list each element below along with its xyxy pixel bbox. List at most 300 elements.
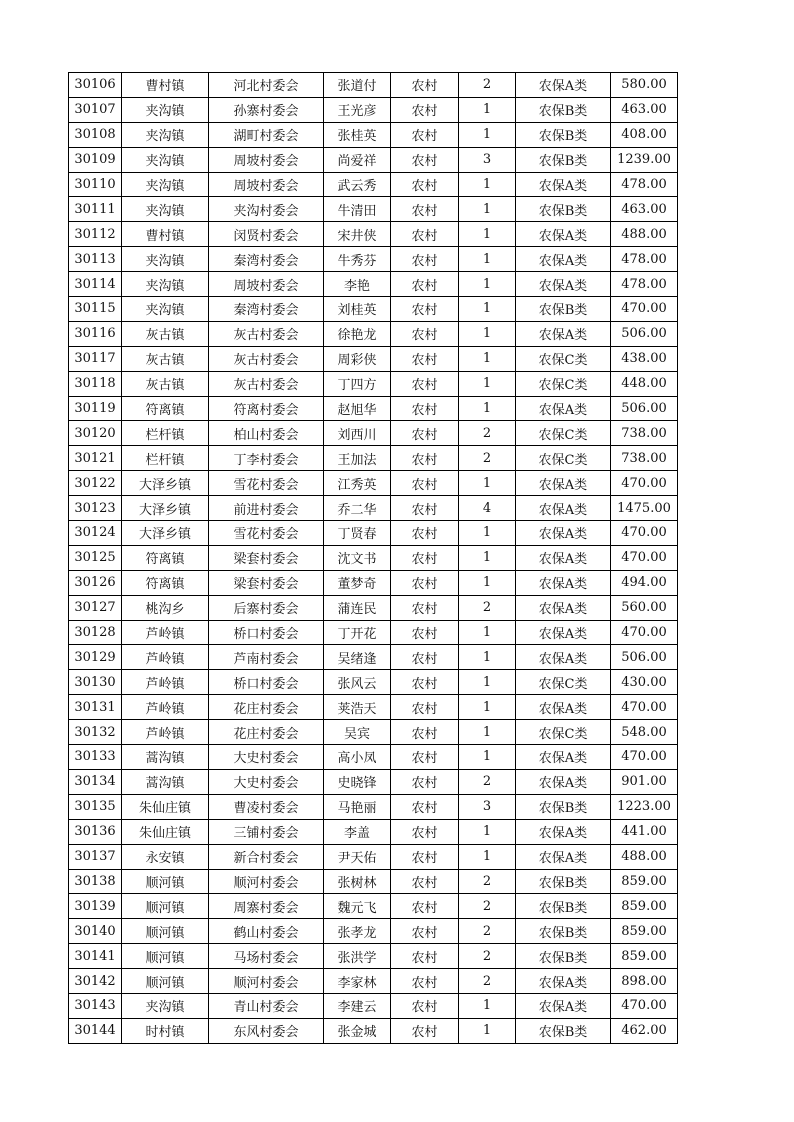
record-id-cell: 30123 [69, 496, 122, 521]
member-count-cell: 1 [459, 570, 516, 595]
village-committee-cell: 周坡村委会 [209, 272, 324, 297]
insurance-category-cell: 农保A类 [516, 247, 611, 272]
village-committee-cell: 湖町村委会 [209, 122, 324, 147]
town-cell: 蒿沟镇 [122, 745, 209, 770]
person-name-cell: 丁贤春 [324, 521, 391, 546]
household-type-cell: 农村 [391, 545, 459, 570]
town-cell: 灰古镇 [122, 371, 209, 396]
village-committee-cell: 桥口村委会 [209, 620, 324, 645]
village-committee-cell: 符离村委会 [209, 396, 324, 421]
table-row [69, 396, 678, 421]
person-name-cell: 江秀英 [324, 471, 391, 496]
insurance-category-cell: 农保A类 [516, 695, 611, 720]
record-id-cell: 30141 [69, 944, 122, 969]
record-id-cell: 30144 [69, 1018, 122, 1043]
village-committee-cell: 顺河村委会 [209, 869, 324, 894]
table-row [69, 993, 678, 1018]
person-name-cell: 乔二华 [324, 496, 391, 521]
person-name-cell: 吴宾 [324, 720, 391, 745]
person-name-cell: 牛秀芬 [324, 247, 391, 272]
member-count-cell: 3 [459, 794, 516, 819]
table-row [69, 73, 678, 98]
table-row [69, 222, 678, 247]
household-type-cell: 农村 [391, 396, 459, 421]
household-type-cell: 农村 [391, 794, 459, 819]
household-type-cell: 农村 [391, 446, 459, 471]
village-committee-cell: 三铺村委会 [209, 819, 324, 844]
amount-cell: 580.00 [611, 73, 678, 98]
insurance-category-cell: 农保A类 [516, 844, 611, 869]
amount-cell: 470.00 [611, 545, 678, 570]
village-committee-cell: 秦湾村委会 [209, 247, 324, 272]
member-count-cell: 1 [459, 97, 516, 122]
member-count-cell: 1 [459, 695, 516, 720]
insurance-category-cell: 农保B类 [516, 97, 611, 122]
person-name-cell: 宋井侠 [324, 222, 391, 247]
table-row [69, 844, 678, 869]
member-count-cell: 1 [459, 521, 516, 546]
record-id-cell: 30128 [69, 620, 122, 645]
table-row [69, 521, 678, 546]
village-committee-cell: 桥口村委会 [209, 670, 324, 695]
person-name-cell: 周彩侠 [324, 346, 391, 371]
amount-cell: 438.00 [611, 346, 678, 371]
town-cell: 朱仙庄镇 [122, 819, 209, 844]
record-id-cell: 30143 [69, 993, 122, 1018]
insurance-category-cell: 农保B类 [516, 894, 611, 919]
person-name-cell: 吴绪逢 [324, 645, 391, 670]
person-name-cell: 刘桂英 [324, 297, 391, 322]
amount-cell: 506.00 [611, 396, 678, 421]
insurance-category-cell: 农保A类 [516, 620, 611, 645]
insurance-category-cell: 农保A类 [516, 645, 611, 670]
household-type-cell: 农村 [391, 720, 459, 745]
village-committee-cell: 花庄村委会 [209, 695, 324, 720]
household-type-cell: 农村 [391, 371, 459, 396]
village-committee-cell: 梁套村委会 [209, 545, 324, 570]
member-count-cell: 1 [459, 222, 516, 247]
amount-cell: 738.00 [611, 446, 678, 471]
amount-cell: 478.00 [611, 247, 678, 272]
household-type-cell: 农村 [391, 869, 459, 894]
member-count-cell: 1 [459, 745, 516, 770]
member-count-cell: 1 [459, 247, 516, 272]
person-name-cell: 沈文书 [324, 545, 391, 570]
town-cell: 芦岭镇 [122, 620, 209, 645]
household-type-cell: 农村 [391, 620, 459, 645]
town-cell: 符离镇 [122, 396, 209, 421]
person-name-cell: 尚爱祥 [324, 147, 391, 172]
village-committee-cell: 东风村委会 [209, 1018, 324, 1043]
record-id-cell: 30138 [69, 869, 122, 894]
insurance-category-cell: 农保C类 [516, 371, 611, 396]
member-count-cell: 1 [459, 371, 516, 396]
person-name-cell: 蒲连民 [324, 595, 391, 620]
village-committee-cell: 闵贤村委会 [209, 222, 324, 247]
insurance-category-cell: 农保A类 [516, 172, 611, 197]
town-cell: 夹沟镇 [122, 247, 209, 272]
household-type-cell: 农村 [391, 272, 459, 297]
member-count-cell: 1 [459, 346, 516, 371]
member-count-cell: 1 [459, 545, 516, 570]
table-row [69, 720, 678, 745]
insurance-category-cell: 农保C类 [516, 446, 611, 471]
person-name-cell: 张洪学 [324, 944, 391, 969]
insurance-category-cell: 农保A类 [516, 969, 611, 994]
table-row [69, 695, 678, 720]
village-committee-cell: 周寨村委会 [209, 894, 324, 919]
amount-cell: 859.00 [611, 944, 678, 969]
town-cell: 大泽乡镇 [122, 521, 209, 546]
town-cell: 夹沟镇 [122, 97, 209, 122]
record-id-cell: 30122 [69, 471, 122, 496]
table-row [69, 421, 678, 446]
town-cell: 芦岭镇 [122, 720, 209, 745]
town-cell: 栏杆镇 [122, 446, 209, 471]
record-id-cell: 30111 [69, 197, 122, 222]
table-row [69, 172, 678, 197]
record-id-cell: 30132 [69, 720, 122, 745]
town-cell: 芦岭镇 [122, 645, 209, 670]
table-row [69, 371, 678, 396]
member-count-cell: 4 [459, 496, 516, 521]
person-name-cell: 董梦奇 [324, 570, 391, 595]
record-id-cell: 30118 [69, 371, 122, 396]
table-row [69, 471, 678, 496]
person-name-cell: 武云秀 [324, 172, 391, 197]
town-cell: 顺河镇 [122, 869, 209, 894]
household-type-cell: 农村 [391, 969, 459, 994]
member-count-cell: 1 [459, 321, 516, 346]
member-count-cell: 1 [459, 297, 516, 322]
village-committee-cell: 周坡村委会 [209, 172, 324, 197]
record-id-cell: 30110 [69, 172, 122, 197]
household-type-cell: 农村 [391, 570, 459, 595]
table-row [69, 745, 678, 770]
household-type-cell: 农村 [391, 919, 459, 944]
village-committee-cell: 河北村委会 [209, 73, 324, 98]
village-committee-cell: 新合村委会 [209, 844, 324, 869]
amount-cell: 441.00 [611, 819, 678, 844]
record-id-cell: 30119 [69, 396, 122, 421]
insurance-category-cell: 农保B类 [516, 794, 611, 819]
records-table [68, 72, 678, 1044]
village-committee-cell: 曹凌村委会 [209, 794, 324, 819]
table-row [69, 97, 678, 122]
household-type-cell: 农村 [391, 745, 459, 770]
household-type-cell: 农村 [391, 147, 459, 172]
person-name-cell: 尹天佑 [324, 844, 391, 869]
household-type-cell: 农村 [391, 247, 459, 272]
village-committee-cell: 青山村委会 [209, 993, 324, 1018]
record-id-cell: 30112 [69, 222, 122, 247]
record-id-cell: 30120 [69, 421, 122, 446]
insurance-category-cell: 农保B类 [516, 147, 611, 172]
household-type-cell: 农村 [391, 1018, 459, 1043]
town-cell: 顺河镇 [122, 944, 209, 969]
table-row [69, 595, 678, 620]
household-type-cell: 农村 [391, 172, 459, 197]
town-cell: 永安镇 [122, 844, 209, 869]
village-committee-cell: 雪花村委会 [209, 471, 324, 496]
record-id-cell: 30134 [69, 769, 122, 794]
record-id-cell: 30127 [69, 595, 122, 620]
amount-cell: 478.00 [611, 272, 678, 297]
member-count-cell: 1 [459, 670, 516, 695]
amount-cell: 462.00 [611, 1018, 678, 1043]
insurance-category-cell: 农保A类 [516, 769, 611, 794]
town-cell: 芦岭镇 [122, 695, 209, 720]
person-name-cell: 刘西川 [324, 421, 391, 446]
amount-cell: 859.00 [611, 919, 678, 944]
village-committee-cell: 顺河村委会 [209, 969, 324, 994]
household-type-cell: 农村 [391, 97, 459, 122]
table-row [69, 297, 678, 322]
table-row [69, 346, 678, 371]
record-id-cell: 30139 [69, 894, 122, 919]
insurance-category-cell: 农保A类 [516, 272, 611, 297]
person-name-cell: 李建云 [324, 993, 391, 1018]
table-row [69, 769, 678, 794]
town-cell: 蒿沟镇 [122, 769, 209, 794]
table-row [69, 620, 678, 645]
amount-cell: 1475.00 [611, 496, 678, 521]
amount-cell: 1223.00 [611, 794, 678, 819]
table-row [69, 944, 678, 969]
member-count-cell: 1 [459, 645, 516, 670]
village-committee-cell: 秦湾村委会 [209, 297, 324, 322]
table-body [69, 73, 678, 1044]
table-row [69, 496, 678, 521]
town-cell: 夹沟镇 [122, 272, 209, 297]
person-name-cell: 李艳 [324, 272, 391, 297]
table-row [69, 570, 678, 595]
member-count-cell: 1 [459, 272, 516, 297]
record-id-cell: 30115 [69, 297, 122, 322]
amount-cell: 430.00 [611, 670, 678, 695]
record-id-cell: 30108 [69, 122, 122, 147]
member-count-cell: 2 [459, 969, 516, 994]
table-row [69, 670, 678, 695]
member-count-cell: 1 [459, 844, 516, 869]
household-type-cell: 农村 [391, 521, 459, 546]
table-row [69, 545, 678, 570]
member-count-cell: 2 [459, 73, 516, 98]
amount-cell: 898.00 [611, 969, 678, 994]
person-name-cell: 张树林 [324, 869, 391, 894]
amount-cell: 470.00 [611, 620, 678, 645]
person-name-cell: 荚浩天 [324, 695, 391, 720]
town-cell: 芦岭镇 [122, 670, 209, 695]
record-id-cell: 30131 [69, 695, 122, 720]
table-row [69, 919, 678, 944]
amount-cell: 470.00 [611, 745, 678, 770]
amount-cell: 408.00 [611, 122, 678, 147]
amount-cell: 901.00 [611, 769, 678, 794]
household-type-cell: 农村 [391, 695, 459, 720]
amount-cell: 463.00 [611, 197, 678, 222]
table-row [69, 247, 678, 272]
amount-cell: 1239.00 [611, 147, 678, 172]
household-type-cell: 农村 [391, 297, 459, 322]
household-type-cell: 农村 [391, 769, 459, 794]
member-count-cell: 2 [459, 421, 516, 446]
household-type-cell: 农村 [391, 819, 459, 844]
record-id-cell: 30137 [69, 844, 122, 869]
insurance-category-cell: 农保A类 [516, 545, 611, 570]
member-count-cell: 2 [459, 944, 516, 969]
insurance-category-cell: 农保B类 [516, 919, 611, 944]
insurance-category-cell: 农保C类 [516, 670, 611, 695]
person-name-cell: 丁四方 [324, 371, 391, 396]
amount-cell: 560.00 [611, 595, 678, 620]
member-count-cell: 1 [459, 471, 516, 496]
person-name-cell: 王加法 [324, 446, 391, 471]
village-committee-cell: 雪花村委会 [209, 521, 324, 546]
town-cell: 夹沟镇 [122, 122, 209, 147]
person-name-cell: 魏元飞 [324, 894, 391, 919]
person-name-cell: 牛清田 [324, 197, 391, 222]
town-cell: 夹沟镇 [122, 197, 209, 222]
amount-cell: 506.00 [611, 645, 678, 670]
household-type-cell: 农村 [391, 595, 459, 620]
amount-cell: 859.00 [611, 894, 678, 919]
person-name-cell: 李盖 [324, 819, 391, 844]
table-row [69, 1018, 678, 1043]
village-committee-cell: 鹤山村委会 [209, 919, 324, 944]
table-row [69, 894, 678, 919]
household-type-cell: 农村 [391, 73, 459, 98]
village-committee-cell: 灰古村委会 [209, 371, 324, 396]
household-type-cell: 农村 [391, 346, 459, 371]
amount-cell: 470.00 [611, 993, 678, 1018]
record-id-cell: 30130 [69, 670, 122, 695]
person-name-cell: 史晓锋 [324, 769, 391, 794]
town-cell: 顺河镇 [122, 894, 209, 919]
amount-cell: 506.00 [611, 321, 678, 346]
record-id-cell: 30126 [69, 570, 122, 595]
village-committee-cell: 丁李村委会 [209, 446, 324, 471]
amount-cell: 478.00 [611, 172, 678, 197]
town-cell: 桃沟乡 [122, 595, 209, 620]
person-name-cell: 李家林 [324, 969, 391, 994]
village-committee-cell: 周坡村委会 [209, 147, 324, 172]
member-count-cell: 2 [459, 446, 516, 471]
table-row [69, 446, 678, 471]
table-row [69, 122, 678, 147]
person-name-cell: 张风云 [324, 670, 391, 695]
table-row [69, 321, 678, 346]
insurance-category-cell: 农保A类 [516, 570, 611, 595]
record-id-cell: 30135 [69, 794, 122, 819]
table-row [69, 794, 678, 819]
amount-cell: 448.00 [611, 371, 678, 396]
member-count-cell: 3 [459, 147, 516, 172]
member-count-cell: 1 [459, 197, 516, 222]
village-committee-cell: 灰古村委会 [209, 346, 324, 371]
amount-cell: 470.00 [611, 297, 678, 322]
member-count-cell: 2 [459, 894, 516, 919]
member-count-cell: 1 [459, 396, 516, 421]
member-count-cell: 1 [459, 620, 516, 645]
table-row [69, 147, 678, 172]
person-name-cell: 张桂英 [324, 122, 391, 147]
town-cell: 符离镇 [122, 570, 209, 595]
person-name-cell: 王光彦 [324, 97, 391, 122]
village-committee-cell: 前进村委会 [209, 496, 324, 521]
household-type-cell: 农村 [391, 894, 459, 919]
household-type-cell: 农村 [391, 844, 459, 869]
table-row [69, 272, 678, 297]
record-id-cell: 30107 [69, 97, 122, 122]
person-name-cell: 张金城 [324, 1018, 391, 1043]
town-cell: 灰古镇 [122, 346, 209, 371]
amount-cell: 738.00 [611, 421, 678, 446]
record-id-cell: 30106 [69, 73, 122, 98]
record-id-cell: 30121 [69, 446, 122, 471]
household-type-cell: 农村 [391, 496, 459, 521]
household-type-cell: 农村 [391, 944, 459, 969]
person-name-cell: 张道付 [324, 73, 391, 98]
member-count-cell: 2 [459, 919, 516, 944]
insurance-category-cell: 农保A类 [516, 521, 611, 546]
member-count-cell: 1 [459, 993, 516, 1018]
town-cell: 大泽乡镇 [122, 496, 209, 521]
member-count-cell: 1 [459, 172, 516, 197]
table-row [69, 969, 678, 994]
town-cell: 朱仙庄镇 [122, 794, 209, 819]
record-id-cell: 30116 [69, 321, 122, 346]
village-committee-cell: 夹沟村委会 [209, 197, 324, 222]
insurance-category-cell: 农保A类 [516, 745, 611, 770]
insurance-category-cell: 农保C类 [516, 720, 611, 745]
record-id-cell: 30133 [69, 745, 122, 770]
table-row [69, 197, 678, 222]
member-count-cell: 1 [459, 819, 516, 844]
amount-cell: 463.00 [611, 97, 678, 122]
record-id-cell: 30136 [69, 819, 122, 844]
town-cell: 大泽乡镇 [122, 471, 209, 496]
household-type-cell: 农村 [391, 197, 459, 222]
member-count-cell: 1 [459, 122, 516, 147]
person-name-cell: 丁开花 [324, 620, 391, 645]
village-committee-cell: 马场村委会 [209, 944, 324, 969]
town-cell: 夹沟镇 [122, 297, 209, 322]
town-cell: 顺河镇 [122, 969, 209, 994]
household-type-cell: 农村 [391, 222, 459, 247]
member-count-cell: 1 [459, 1018, 516, 1043]
table-row [69, 819, 678, 844]
person-name-cell: 徐艳龙 [324, 321, 391, 346]
household-type-cell: 农村 [391, 670, 459, 695]
record-id-cell: 30140 [69, 919, 122, 944]
town-cell: 符离镇 [122, 545, 209, 570]
table-row [69, 869, 678, 894]
amount-cell: 470.00 [611, 471, 678, 496]
record-id-cell: 30109 [69, 147, 122, 172]
insurance-category-cell: 农保C类 [516, 421, 611, 446]
insurance-category-cell: 农保B类 [516, 297, 611, 322]
town-cell: 栏杆镇 [122, 421, 209, 446]
village-committee-cell: 梁套村委会 [209, 570, 324, 595]
village-committee-cell: 灰古村委会 [209, 321, 324, 346]
record-id-cell: 30113 [69, 247, 122, 272]
household-type-cell: 农村 [391, 321, 459, 346]
member-count-cell: 2 [459, 595, 516, 620]
amount-cell: 548.00 [611, 720, 678, 745]
household-type-cell: 农村 [391, 471, 459, 496]
amount-cell: 494.00 [611, 570, 678, 595]
